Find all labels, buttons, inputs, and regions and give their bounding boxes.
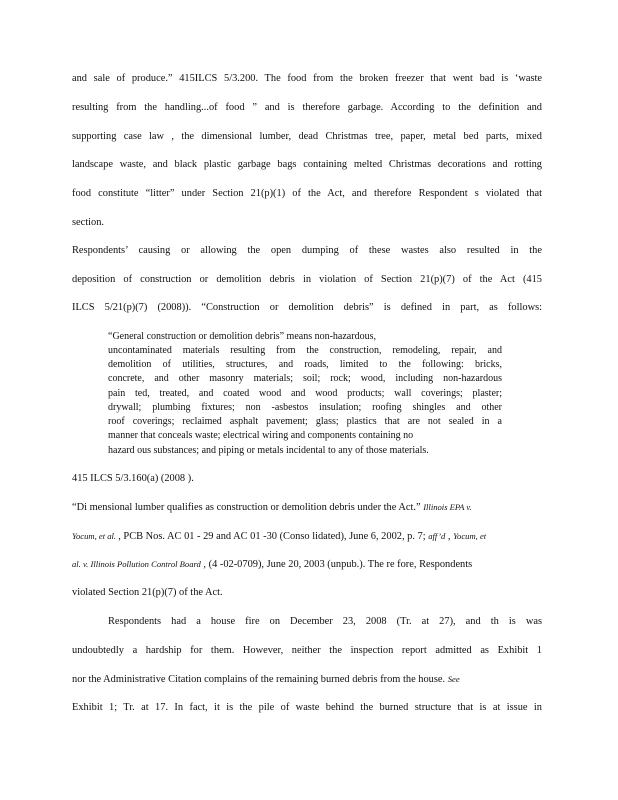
block-quote-line: demolition of utilities, structures, and roads, limited to the following: bricks, — [108, 359, 502, 370]
affirmed-signal: aff’d — [428, 531, 446, 541]
body-line: and sale of produce.” 415ILCS 5/3.200. The food from the broken freezer that went bad is ‘waste — [72, 73, 542, 84]
block-quote-line: pain ted, treated, and coated wood and wood products; wall coverings; plaster; — [108, 388, 502, 399]
body-line — [72, 531, 542, 542]
block-quote-line: uncontaminated materials resulting from the construction, remodeling, repair, and — [108, 345, 502, 356]
case-name: Illinois EPA v. — [423, 502, 472, 512]
see-signal: See — [447, 674, 460, 684]
body-line — [72, 502, 542, 513]
body-line — [72, 674, 542, 685]
body-line: undoubtedly a hardship for them. However, neither the inspection report admitted as Exhibit 1 — [72, 645, 542, 656]
body-line: Respondents had a house fire on December 23, 2008 (Tr. at 27), and th is was — [108, 616, 542, 627]
body-line: ILCS 5/21(p)(7) (2008)). “Construction or demolition debris” is defined in part, as follows: — [72, 302, 542, 313]
body-line: landscape waste, and black plastic garbage bags containing melted Christmas decorations and rotting — [72, 159, 542, 170]
block-quote-line: concrete, and other masonry materials; soil; rock; wood, including non-hazardous — [108, 373, 502, 384]
block-quote-line: hazard ous substances; and piping or metals incidental to any of those materials. — [108, 445, 429, 456]
body-line: food constitute “litter” under Section 21(p)(1) of the Act, and therefore Respondent s violated that — [72, 188, 542, 199]
body-text: “Di mensional lumber qualifies as construction or demolition debris under the Act.” — [72, 502, 424, 513]
body-line: resulting from the handling...of food ” and is therefore garbage. According to the definition and — [72, 102, 542, 113]
statute-citation: 415 ILCS 5/3.160(a) (2008 ). — [72, 473, 194, 484]
body-line: section. — [72, 217, 105, 228]
body-line: Exhibit 1; Tr. at 17. In fact, it is the pile of waste behind the burned structure that is at issue in — [72, 702, 542, 713]
body-line: deposition of construction or demolition debris in violation of Section 21(p)(7) of the Act (415 — [72, 274, 542, 285]
body-text: , — [445, 531, 454, 542]
body-line — [72, 559, 542, 570]
body-text: , (4 -02-0709), June 20, 2003 (unpub.). The re fore, Respondents — [200, 559, 473, 570]
body-line: Respondents’ causing or allowing the open dumping of these wastes also resulted in the — [72, 245, 542, 256]
block-quote-line: manner that conceals waste; electrical wiring and components containing no — [108, 430, 414, 441]
case-name: Yocum, et — [453, 531, 487, 541]
block-quote-line: roof coverings; reclaimed asphalt pavement; glass; plastics that are not sealed in a — [108, 416, 502, 427]
body-line: supporting case law , the dimensional lumber, dead Christmas tree, paper, metal bed parts, mixed — [72, 131, 542, 142]
body-text: , PCB Nos. AC 01 - 29 and AC 01 -30 (Conso lidated), June 6, 2002, p. 7; — [118, 531, 429, 542]
body-text: nor the Administrative Citation complains of the remaining burned debris from the house. — [72, 674, 448, 685]
case-name: Yocum, et al. — [72, 531, 119, 541]
block-quote-line: “General construction or demolition debris” means non-hazardous, — [108, 331, 376, 342]
body-line: violated Section 21(p)(7) of the Act. — [72, 587, 223, 598]
block-quote-line: drywall; plumbing fixtures; non -asbestos insulation; roofing shingles and other — [108, 402, 502, 413]
case-name: al. v. Illinois Pollution Control Board — [72, 559, 201, 569]
